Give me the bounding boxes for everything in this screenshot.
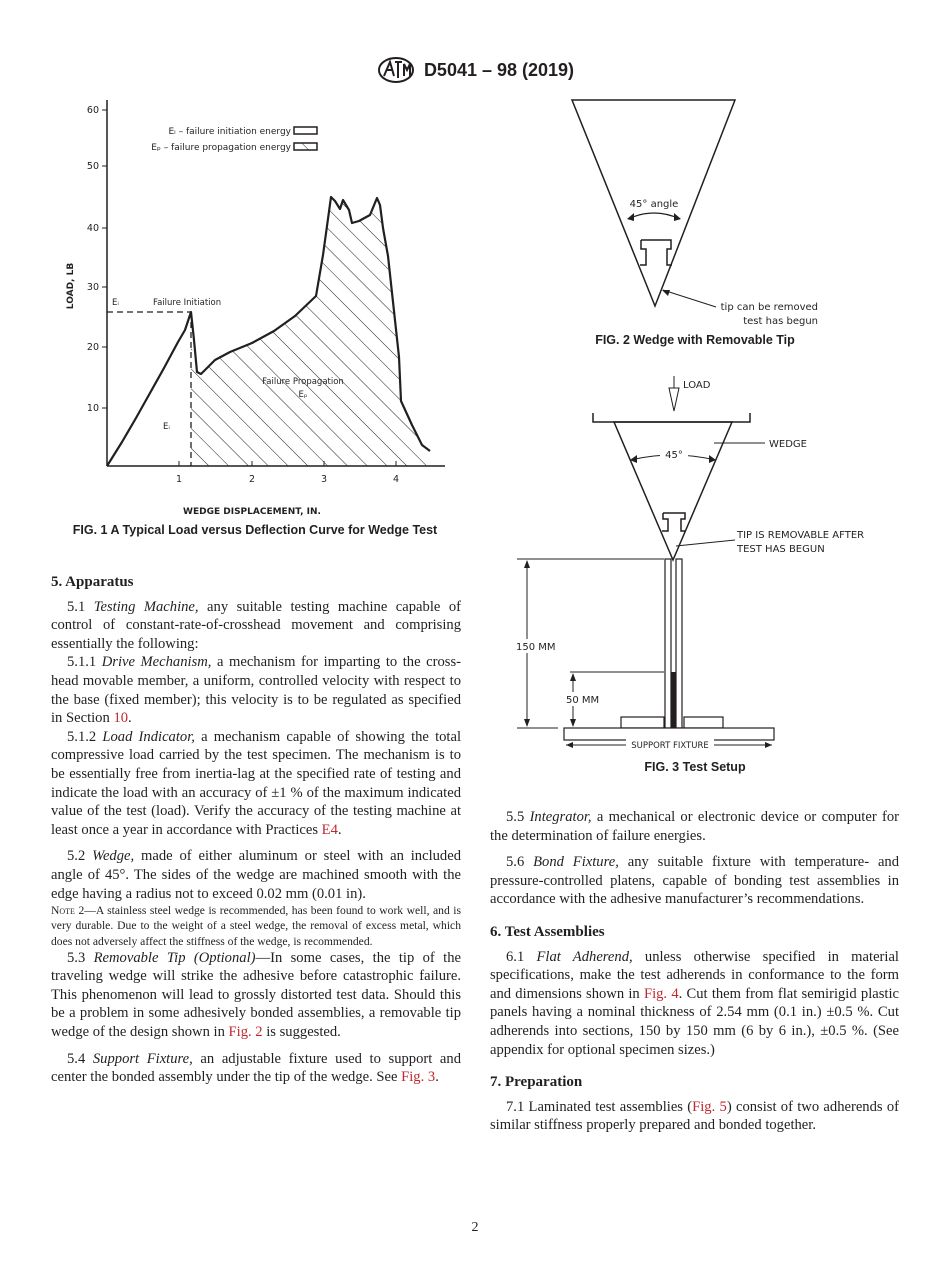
annotation-ei-bottom: Eᵢ: [163, 422, 170, 432]
y-tick-labels: [87, 105, 99, 414]
figure-2-wedge: [560, 95, 850, 335]
adherend-left: [665, 559, 671, 728]
figure-2-caption: FIG. 2 Wedge with Removable Tip: [595, 333, 795, 347]
paragraph-5-1-1: 5.1.1 Drive Mechanism, a mechanism for imparting to the cross-head movable member, a uniform, controlled velocity with respect to the base (fixed member); this velocity is to be regulated as specified in Section 10.: [51, 654, 461, 727]
support-block-right: [684, 717, 723, 728]
tip-leader-line: [676, 540, 735, 546]
paragraph-5-3: 5.3 Removable Tip (Optional)—In some cases, the tip of the traveling wedge will strike the adhesive before catastrophic failure. This phenomenon will lead to grossly distorted test data. Should this be a problem in some adhesively bonded assemblies, a removable tip wedge of the design shown in Fig. 2 is suggested.: [51, 949, 462, 1041]
paragraph-5-4: 5.4 Support Fixture, an adjustable fixture used to support and center the bonded assembly under the tip of the wedge. See Fig. 3.: [51, 1050, 461, 1086]
page-header: [0, 56, 950, 84]
astm-logo-icon: [376, 56, 416, 84]
wedge-label: WEDGE: [769, 439, 807, 450]
link-fig-2[interactable]: Fig. 2: [228, 1024, 263, 1041]
document-code: D5041 – 98 (2019): [423, 59, 575, 80]
figure-3-test-setup: [505, 365, 905, 760]
svg-text:20: 20: [86, 342, 99, 353]
annotation-failure-initiation: Failure Initiation: [153, 298, 222, 308]
load-deflection-chart: [50, 95, 460, 525]
right-column: [490, 808, 899, 1135]
svg-text:2: 2: [248, 474, 256, 485]
link-fig-4[interactable]: Fig. 4: [643, 985, 679, 1002]
section-5-heading: 5. Apparatus: [51, 574, 134, 590]
annotation-ep: Eₚ: [298, 390, 308, 400]
load-label: LOAD: [683, 380, 711, 391]
tip-leader-line: [663, 290, 716, 307]
angle-label: 45°: [665, 450, 683, 461]
figure-1-chart: [50, 95, 460, 525]
platen: [593, 413, 750, 422]
paragraph-7-1: 7.1 Laminated test assemblies (Fig. 5) consist of two adherends of similar stiffness properly prepared and bonded together.: [490, 1098, 900, 1134]
legend-ei-swatch: [294, 127, 317, 134]
dimension-50mm: 50 MM: [566, 695, 600, 706]
adherend-right: [676, 559, 682, 728]
paragraph-5-1: 5.1 Testing Machine, any suitable testing machine capable of control of constant-rate-of-crosshead movement and comprising essentially the following:: [51, 598, 461, 652]
x-axis-title: WEDGE DISPLACEMENT, IN.: [183, 507, 321, 517]
paragraph-5-2: 5.2 Wedge, made of either aluminum or steel with an included angle of 45°. The sides of the wedge are machined smooth with the edge having a radius not to exceed 0.02 mm (0.01 in).: [51, 848, 462, 902]
section-6-heading: 6. Test Assemblies: [490, 923, 605, 940]
tip-label-line1: tip can be removed: [720, 302, 818, 313]
link-section-10[interactable]: 10: [113, 710, 129, 727]
svg-text:50: 50: [86, 161, 99, 172]
svg-text:10: 10: [86, 403, 99, 414]
legend-ei-label: Eᵢ – failure initiation energy: [168, 127, 291, 137]
page-number: 2: [471, 1220, 479, 1235]
link-practices-e4[interactable]: E4: [321, 821, 338, 838]
paragraph-6-1: 6.1 Flat Adherend, unless otherwise specified in material specifications, make the test adherends in conformance to the form and dimensions shown in Fig. 4. Cut them from flat semirigid plastic panels having a nominal thickness of 2.54 mm (0.1 in.) ±0.5 %. Cut adherends into sections, 150 by 150 mm (6 by 6 in.), ±0.5 %. (See appendix for optional specimen sizes.): [490, 948, 899, 1058]
removable-tip-icon: [640, 240, 672, 265]
chart-legend: [151, 127, 317, 153]
paragraph-5-5: 5.5 Integrator, a mechanical or electronic device or computer for the determination of failure energies.: [490, 809, 900, 844]
x-tick-labels: [176, 474, 399, 485]
y-axis-title: LOAD, LB: [66, 262, 76, 310]
svg-text:30: 30: [86, 282, 99, 293]
svg-text:1: 1: [175, 474, 183, 485]
angle-label: 45° angle: [629, 199, 679, 210]
note-2: Note 2—A stainless steel wedge is recommended, has been found to work well, and is very durable. Due to the weight of a steel wedge, the removal of excess metal, which does not adversely affect the stiffness of the wedge, is recommended.: [51, 904, 461, 948]
ep-hatched-area: [190, 190, 435, 470]
dimension-150mm: 150 MM: [516, 642, 556, 653]
annotation-ei-top: Eᵢ: [112, 298, 119, 308]
legend-ep-label: Eₚ – failure propagation energy: [151, 143, 291, 153]
tip-label-line2: test has begun: [743, 316, 818, 327]
section-7-heading: 7. Preparation: [490, 1074, 583, 1091]
link-fig-3[interactable]: Fig. 3: [401, 1069, 436, 1086]
figure-1-caption: FIG. 1 A Typical Load versus Deflection Curve for Wedge Test: [72, 523, 438, 537]
bond-line: [671, 672, 676, 728]
legend-ep-swatch: [294, 143, 317, 150]
svg-text:60: 60: [86, 105, 99, 116]
tip-label-line1: TIP IS REMOVABLE AFTER: [737, 530, 865, 541]
load-arrow-icon: [669, 388, 679, 411]
annotation-failure-propagation: Failure Propagation: [262, 377, 344, 387]
svg-text:40: 40: [86, 223, 99, 234]
link-fig-5[interactable]: Fig. 5: [692, 1098, 727, 1115]
paragraph-5-6: 5.6 Bond Fixture, any suitable fixture with temperature- and pressure-controlled platens, capable of bonding test assemblies in accordance with the adhesive manufacturer’s recommendations.: [490, 854, 900, 908]
svg-text:3: 3: [320, 474, 328, 485]
tip-label-line2: TEST HAS BEGUN: [737, 544, 825, 555]
support-block-left: [621, 717, 664, 728]
support-fixture-label: SUPPORT FIXTURE: [631, 741, 709, 751]
paragraph-5-1-2: 5.1.2 Load Indicator, a mechanism capable of showing the total compressive load carried by the test specimen. The mechanism is to be essentially free from inertia-lag at the specified rate of testing and indicate the load with an accuracy of ±1 % of the maximum indicated value of the test (load). Verify the accuracy of the testing machine at least once a year in accordance with Practices E4.: [51, 728, 462, 838]
angle-arc: [628, 213, 680, 219]
figure-3-caption: FIG. 3 Test Setup: [644, 760, 746, 774]
svg-text:4: 4: [392, 474, 400, 485]
removable-tip-icon: [662, 513, 685, 531]
left-column: [51, 573, 461, 1087]
